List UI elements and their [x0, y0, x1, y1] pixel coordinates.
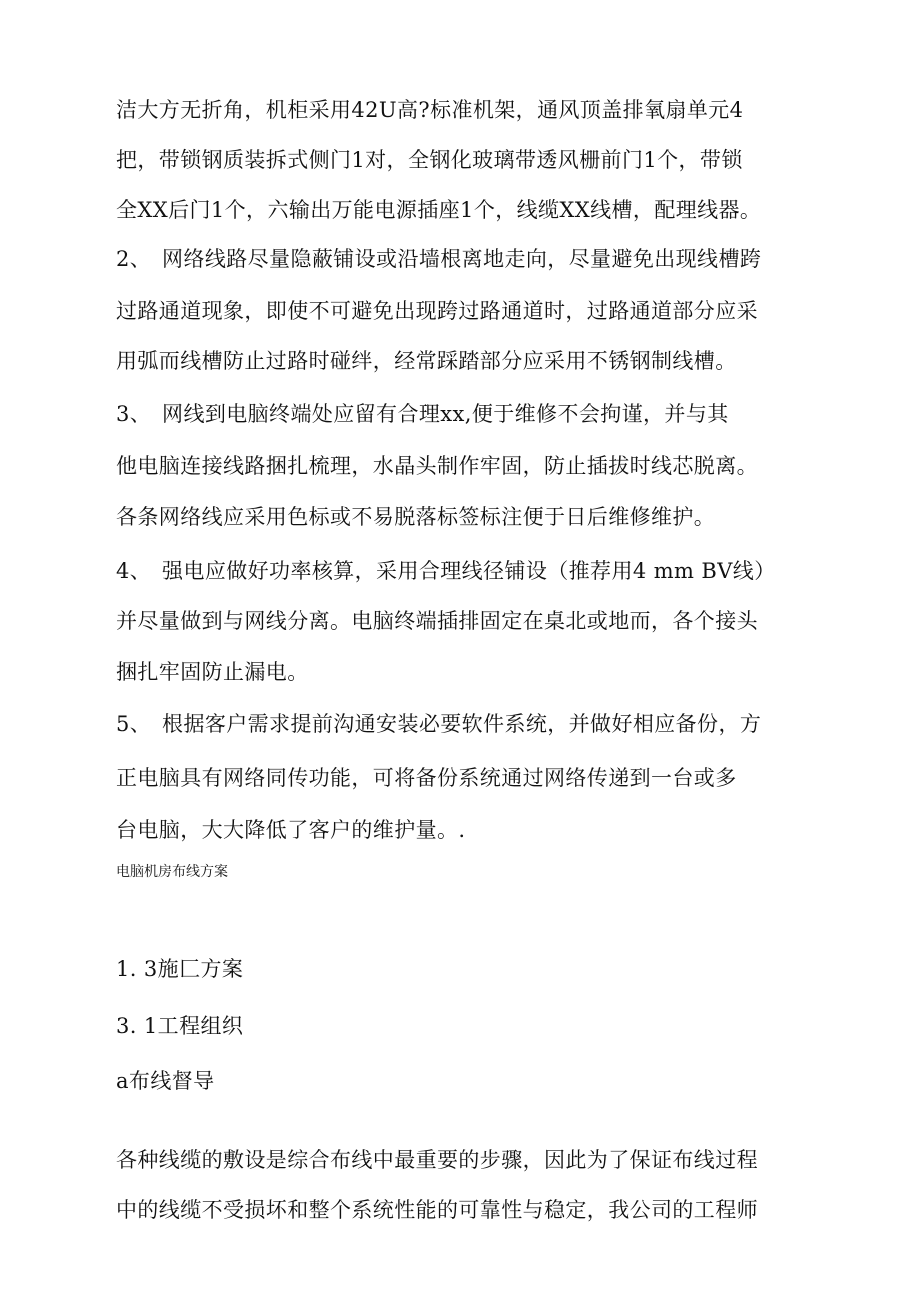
subsection-title: a布线督导 [116, 1069, 215, 1093]
text-line: 各条网络线应采用色标或不易脱落标签标注便于日后维修维护。 [116, 505, 716, 529]
text-line: 把，带锁钢质装拆式侧门1对，全钢化玻璃带透风栅前门1个，带锁 [116, 148, 743, 172]
text-line: 各种线缆的敷设是综合布线中最重要的步骤，因此为了保证布线过程 [116, 1148, 758, 1172]
text-line: 台电脑，大大降低了客户的维护量。. [116, 818, 466, 842]
list-item-3: 3、 网线到电脑终端处应留有合理xx,便于维修不会拘谨，并与其 [116, 402, 729, 426]
subsection-heading: 3. 1工程组织 [116, 1014, 244, 1038]
text-line: 捆扎牢固防止漏电。 [116, 660, 309, 684]
text-line: 正电脑具有网络同传功能，可将备份系统通过网络传递到一台或多 [116, 766, 737, 790]
text-line: 他电脑连接线路捆扎梳理，水晶头制作牢固，防止插拔时线芯脱离。 [116, 454, 758, 478]
list-item-4: 4、 强电应做好功率核算，采用合理线径铺设（推荐用4 mm BV线） [116, 559, 776, 583]
text-line: 中的线缆不受损坏和整个系统性能的可靠性与稳定，我公司的工程师 [116, 1198, 758, 1222]
page-header-caption: 电脑机房布线方案 [116, 864, 228, 880]
text-line: 用弧而线槽防止过路时碰绊，经常踩踏部分应采用不锈钢制线槽。 [116, 349, 737, 373]
section-heading: 1. 3施匚方案 [116, 957, 244, 981]
text-line: 洁大方无折角，机柜采用42U高?标准机架，通风顶盖排氧扇单元4 [116, 98, 744, 122]
text-line: 全XX后门1个，六输出万能电源插座1个，线缆XX线槽，配理线器。 [116, 198, 762, 222]
list-item-2: 2、 网络线路尽量隐蔽铺设或沿墙根离地走向，尽量避免出现线槽跨 [116, 247, 762, 271]
list-item-5: 5、 根据客户需求提前沟通安装必要软件系统，并做好相应备份，方 [116, 712, 762, 736]
text-line: 过路通道现象，即使不可避免出现跨过路通道时，过路通道部分应采 [116, 299, 758, 323]
text-line: 并尽量做到与网线分离。电脑终端插排固定在桌北或地而，各个接头 [116, 609, 758, 633]
